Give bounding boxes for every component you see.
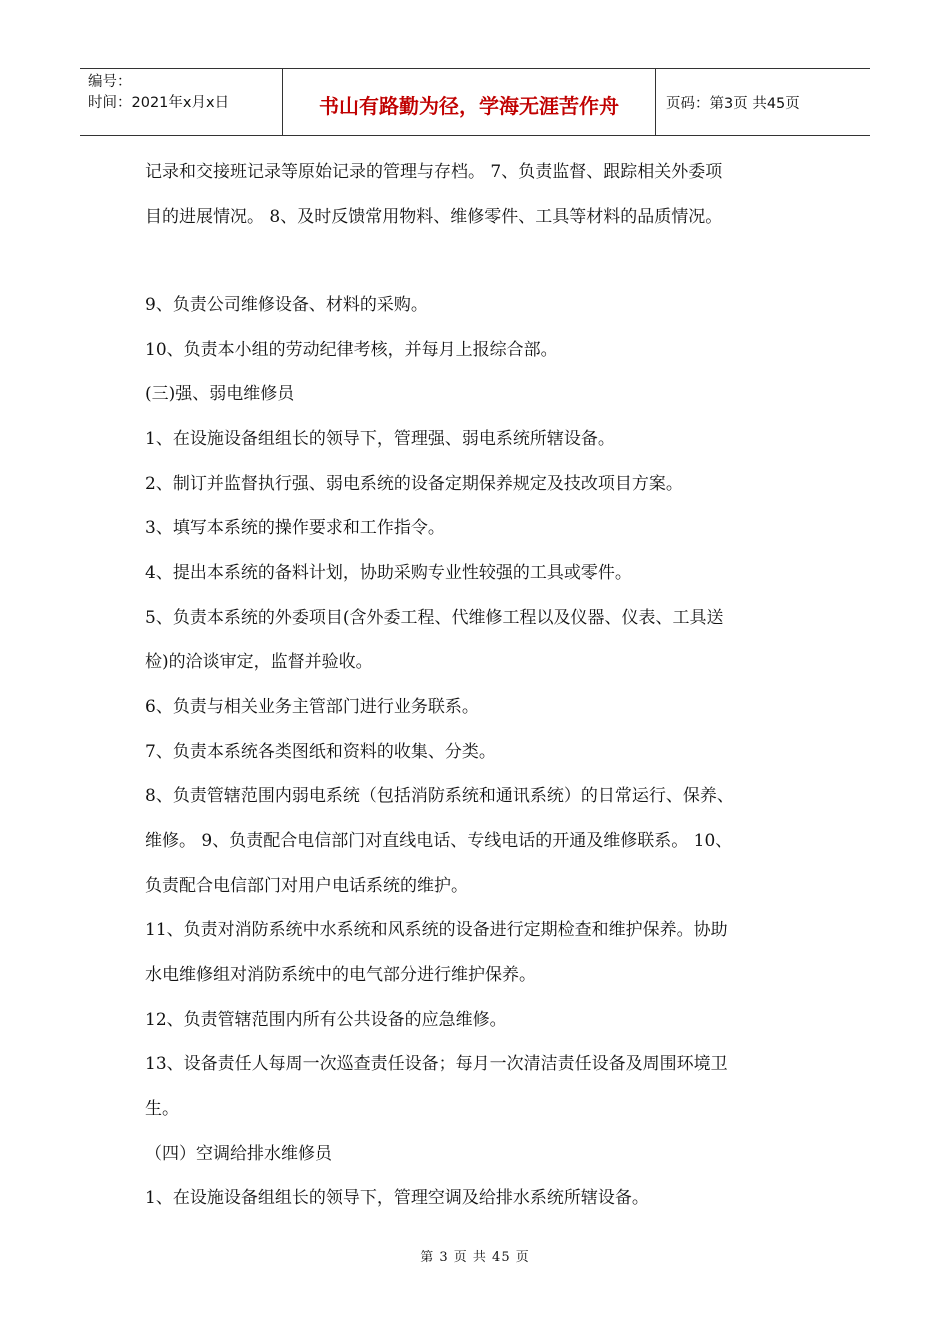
section-heading: （四）空调给排水维修员 [145,1144,332,1164]
page-info-text: 页码：第3页 共45页 [666,95,800,112]
body-line: 9、负责公司维修设备、材料的采购。 [145,295,428,315]
body-line: 维修。 9、负责配合电信部门对直线电话、专线电话的开通及维修联系。 10、 [145,831,733,851]
body-line: 4、提出本系统的备料计划，协助采购专业性较强的工具或零件。 [145,563,632,583]
body-line: 8、负责管辖范围内弱电系统（包括消防系统和通讯系统）的日常运行、保养、 [145,786,734,806]
body-line: 6、负责与相关业务主管部门进行业务联系。 [145,697,479,717]
body-line: 负责配合电信部门对用户电话系统的维护。 [145,876,468,896]
header-page-info [656,69,870,135]
body-line: 目的进展情况。 8、及时反馈常用物料、维修零件、工具等材料的品质情况。 [145,207,723,227]
section-heading: (三)强、弱电维修员 [145,384,295,404]
page-footer: 第 3 页 共 45 页 [420,1250,530,1265]
document-date: 时间：2021年x月x日 [88,95,230,111]
body-line: 检)的洽谈审定，监督并验收。 [145,652,373,672]
body-line: 1、在设施设备组组长的领导下，管理空调及给排水系统所辖设备。 [145,1188,649,1208]
body-line: 7、负责本系统各类图纸和资料的收集、分类。 [145,742,496,762]
motto-text: 书山有路勤为径，学海无涯苦作舟 [319,93,619,118]
page-header [80,68,870,136]
body-line: 记录和交接班记录等原始记录的管理与存档。 7、负责监督、跟踪相关外委项 [145,162,723,182]
document-code: 编号： [88,74,132,90]
body-line: 1、在设施设备组组长的领导下，管理强、弱电系统所辖设备。 [145,429,615,449]
body-line: 水电维修组对消防系统中的电气部分进行维护保养。 [145,965,536,985]
body-line: 11、负责对消防系统中水系统和风系统的设备进行定期检查和维护保养。协助 [145,920,728,940]
body-line: 2、制订并监督执行强、弱电系统的设备定期保养规定及技改项目方案。 [145,474,683,494]
header-meta [80,69,283,135]
body-line: 13、设备责任人每周一次巡查责任设备；每月一次清洁责任设备及周围环境卫 [145,1054,728,1074]
body-line: 3、填写本系统的操作要求和工作指令。 [145,518,445,538]
body-line: 12、负责管辖范围内所有公共设备的应急维修。 [145,1010,507,1030]
body-line: 生。 [145,1099,179,1119]
body-line: 10、负责本小组的劳动纪律考核，并每月上报综合部。 [145,340,558,360]
header-motto [283,69,656,135]
body-line: 5、负责本系统的外委项目(含外委工程、代维修工程以及仪器、仪表、工具送 [145,608,724,628]
